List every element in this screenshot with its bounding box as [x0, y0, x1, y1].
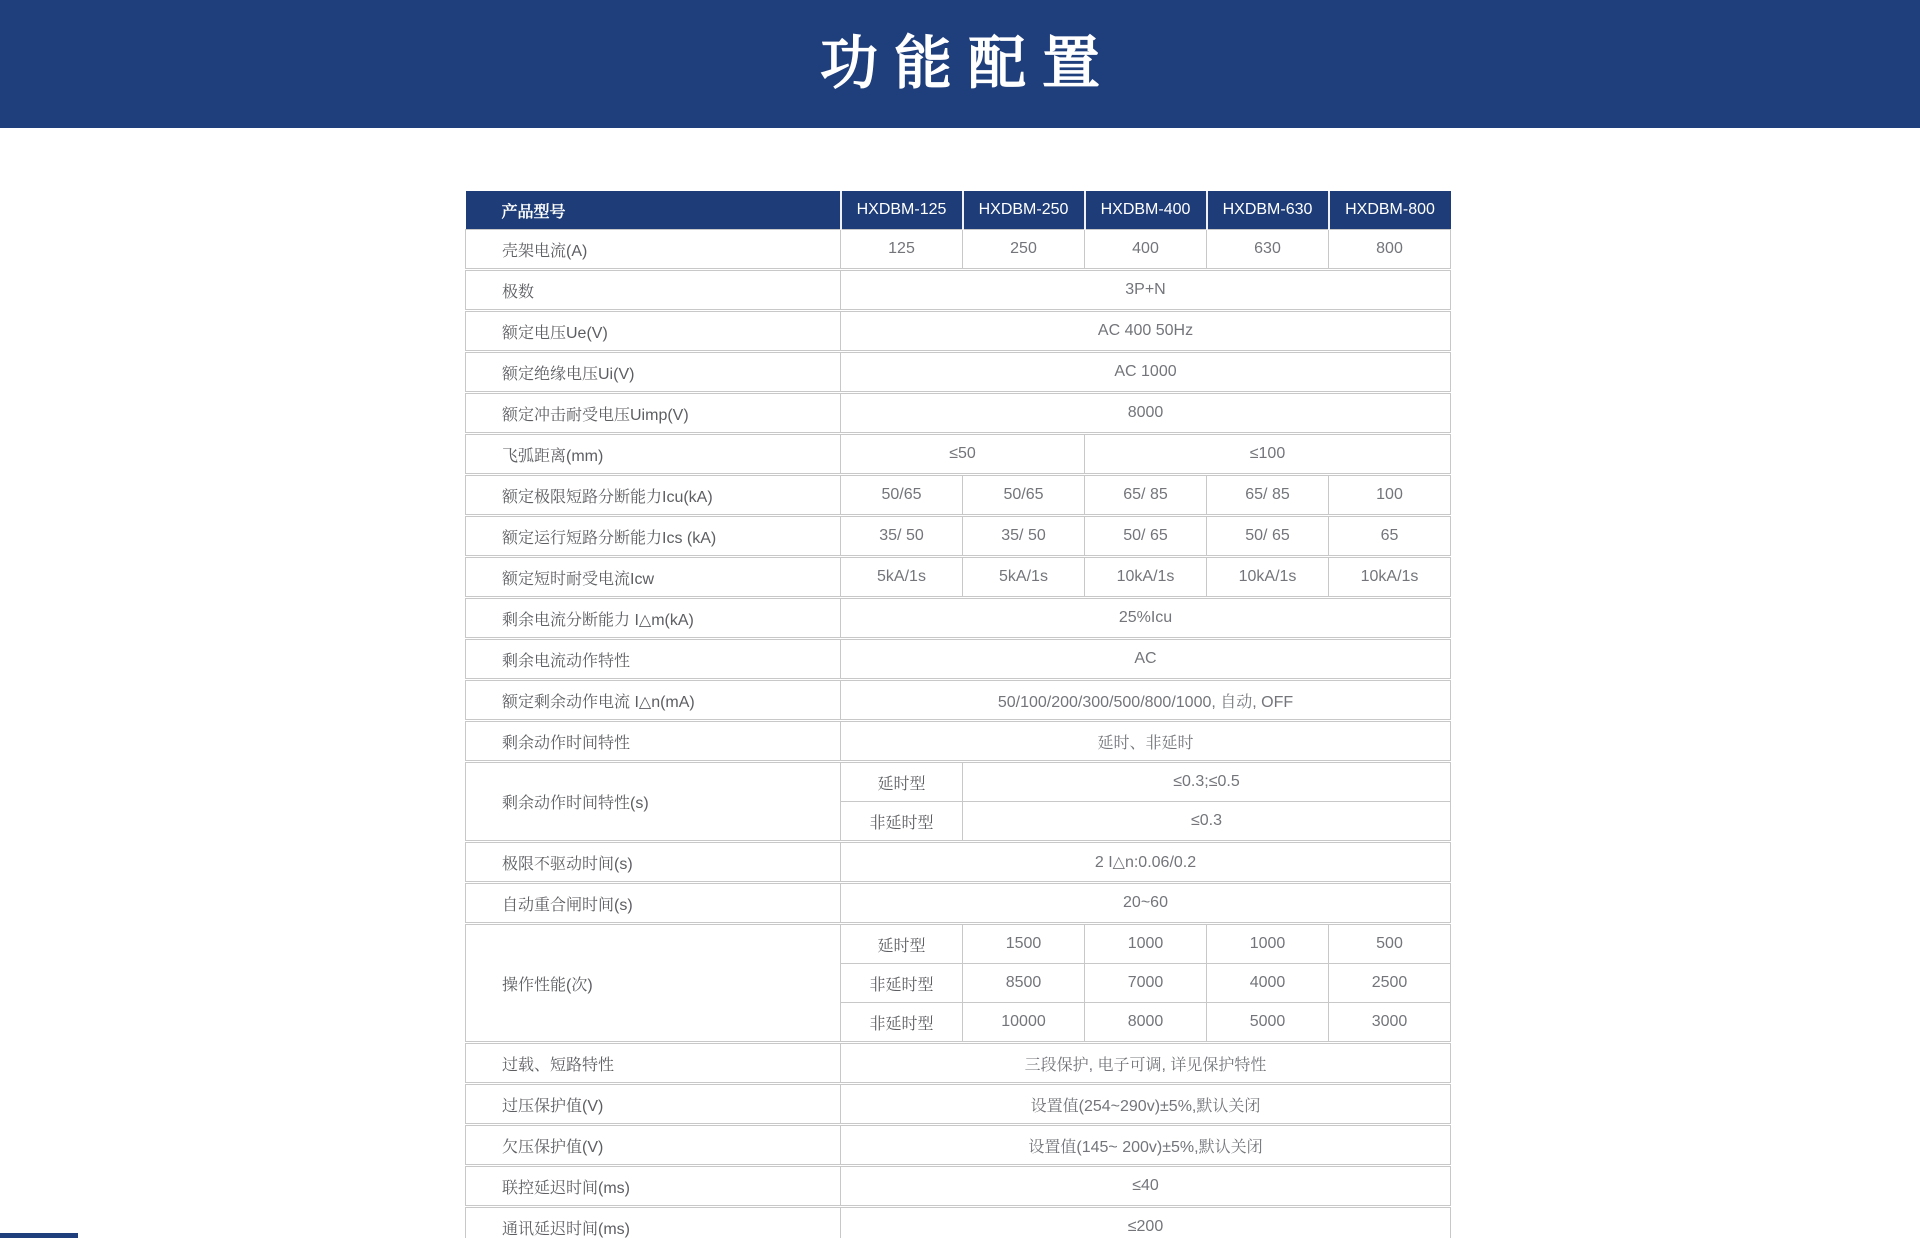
spec-value: 设置值(254~290v)±5%,默认关闭: [841, 1084, 1451, 1125]
table-row: [466, 680, 1451, 721]
spec-value: AC 1000: [841, 352, 1451, 393]
spec-value: 800: [1329, 230, 1451, 270]
table-row: [466, 842, 1451, 883]
spec-value: 25%Icu: [841, 598, 1451, 639]
row-label: 额定剩余动作电流 I△n(mA): [466, 680, 841, 721]
spec-value: 4000: [1207, 964, 1329, 1003]
table-row: [466, 1207, 1451, 1238]
table-row: [466, 434, 1451, 475]
spec-value: 35/ 50: [841, 516, 963, 557]
spec-value: ≤0.3: [963, 802, 1451, 842]
row-label: 过载、短路特性: [466, 1043, 841, 1084]
spec-table-container: [465, 191, 1450, 1238]
table-row: [466, 883, 1451, 924]
row-label: 额定极限短路分断能力Icu(kA): [466, 475, 841, 516]
table-header-row: [466, 191, 1451, 230]
spec-value: 3000: [1329, 1003, 1451, 1043]
table-row: [466, 475, 1451, 516]
header-model-800: HXDBM-800: [1329, 191, 1451, 230]
spec-value: 50/ 65: [1207, 516, 1329, 557]
table-row: [466, 598, 1451, 639]
row-label: 通讯延迟时间(ms): [466, 1207, 841, 1238]
spec-value: 65/ 85: [1207, 475, 1329, 516]
table-row: [466, 1125, 1451, 1166]
row-label: 操作性能(次): [466, 924, 841, 1043]
spec-value: ≤0.3;≤0.5: [963, 762, 1451, 802]
table-row: [466, 557, 1451, 598]
title-banner: [0, 0, 1920, 128]
spec-value: 100: [1329, 475, 1451, 516]
page-title: 功能配置: [819, 31, 1116, 96]
spec-value: 630: [1207, 230, 1329, 270]
table-row: [466, 762, 1451, 802]
spec-value: 50/100/200/300/500/800/1000, 自动, OFF: [841, 680, 1451, 721]
spec-value: ≤200: [841, 1207, 1451, 1238]
row-label: 自动重合闸时间(s): [466, 883, 841, 924]
spec-value: 400: [1085, 230, 1207, 270]
spec-value: 8500: [963, 964, 1085, 1003]
table-row: [466, 1166, 1451, 1207]
spec-value: 35/ 50: [963, 516, 1085, 557]
row-label: 壳架电流(A): [466, 230, 841, 270]
spec-value: 50/65: [963, 475, 1085, 516]
spec-value: 20~60: [841, 883, 1451, 924]
header-model-400: HXDBM-400: [1085, 191, 1207, 230]
spec-value: 5000: [1207, 1003, 1329, 1043]
bottom-left-accent: [0, 1233, 78, 1238]
table-row: [466, 516, 1451, 557]
spec-value: 125: [841, 230, 963, 270]
table-row: [466, 1043, 1451, 1084]
table-row: [466, 721, 1451, 762]
spec-value: 5kA/1s: [963, 557, 1085, 598]
spec-value: 500: [1329, 924, 1451, 964]
spec-value: 10kA/1s: [1329, 557, 1451, 598]
row-label: 额定运行短路分断能力Ics (kA): [466, 516, 841, 557]
row-label: 极数: [466, 270, 841, 311]
spec-value: 8000: [841, 393, 1451, 434]
header-model-125: HXDBM-125: [841, 191, 963, 230]
table-row: [466, 924, 1451, 964]
spec-table: [465, 191, 1451, 1238]
row-label: 额定冲击耐受电压Uimp(V): [466, 393, 841, 434]
table-row: [466, 393, 1451, 434]
spec-value: 8000: [1085, 1003, 1207, 1043]
row-label: 过压保护值(V): [466, 1084, 841, 1125]
spec-value: 65/ 85: [1085, 475, 1207, 516]
row-label: 极限不驱动时间(s): [466, 842, 841, 883]
subtype-label: 非延时型: [841, 1003, 963, 1043]
spec-value: 250: [963, 230, 1085, 270]
row-label: 剩余电流分断能力 I△m(kA): [466, 598, 841, 639]
spec-value: 65: [1329, 516, 1451, 557]
header-model-630: HXDBM-630: [1207, 191, 1329, 230]
row-label: 额定短时耐受电流Icw: [466, 557, 841, 598]
spec-value: 7000: [1085, 964, 1207, 1003]
table-row: [466, 311, 1451, 352]
subtype-label: 非延时型: [841, 802, 963, 842]
row-label: 飞弧距离(mm): [466, 434, 841, 475]
spec-value: 2 I△n:0.06/0.2: [841, 842, 1451, 883]
spec-value: 1000: [1085, 924, 1207, 964]
subtype-label: 延时型: [841, 762, 963, 802]
row-label: 剩余动作时间特性: [466, 721, 841, 762]
row-label: 剩余动作时间特性(s): [466, 762, 841, 842]
row-label: 额定电压Ue(V): [466, 311, 841, 352]
row-label: 联控延迟时间(ms): [466, 1166, 841, 1207]
table-row: [466, 639, 1451, 680]
spec-value: ≤50: [841, 434, 1085, 475]
spec-value: 50/65: [841, 475, 963, 516]
spec-value: 设置值(145~ 200v)±5%,默认关闭: [841, 1125, 1451, 1166]
table-row: [466, 270, 1451, 311]
spec-value: AC 400 50Hz: [841, 311, 1451, 352]
header-product-model: 产品型号: [466, 191, 841, 230]
header-model-250: HXDBM-250: [963, 191, 1085, 230]
spec-value: 3P+N: [841, 270, 1451, 311]
spec-value: ≤40: [841, 1166, 1451, 1207]
spec-value: 延时、非延时: [841, 721, 1451, 762]
table-row: [466, 352, 1451, 393]
table-row: [466, 1084, 1451, 1125]
spec-value: 10kA/1s: [1085, 557, 1207, 598]
spec-value: 10000: [963, 1003, 1085, 1043]
spec-value: ≤100: [1085, 434, 1451, 475]
spec-value: 2500: [1329, 964, 1451, 1003]
row-label: 剩余电流动作特性: [466, 639, 841, 680]
table-row: [466, 230, 1451, 270]
spec-value: 50/ 65: [1085, 516, 1207, 557]
row-label: 额定绝缘电压Ui(V): [466, 352, 841, 393]
subtype-label: 非延时型: [841, 964, 963, 1003]
spec-value: 1500: [963, 924, 1085, 964]
spec-value: AC: [841, 639, 1451, 680]
spec-value: 5kA/1s: [841, 557, 963, 598]
spec-value: 三段保护, 电子可调, 详见保护特性: [841, 1043, 1451, 1084]
spec-value: 10kA/1s: [1207, 557, 1329, 598]
spec-value: 1000: [1207, 924, 1329, 964]
subtype-label: 延时型: [841, 924, 963, 964]
row-label: 欠压保护值(V): [466, 1125, 841, 1166]
